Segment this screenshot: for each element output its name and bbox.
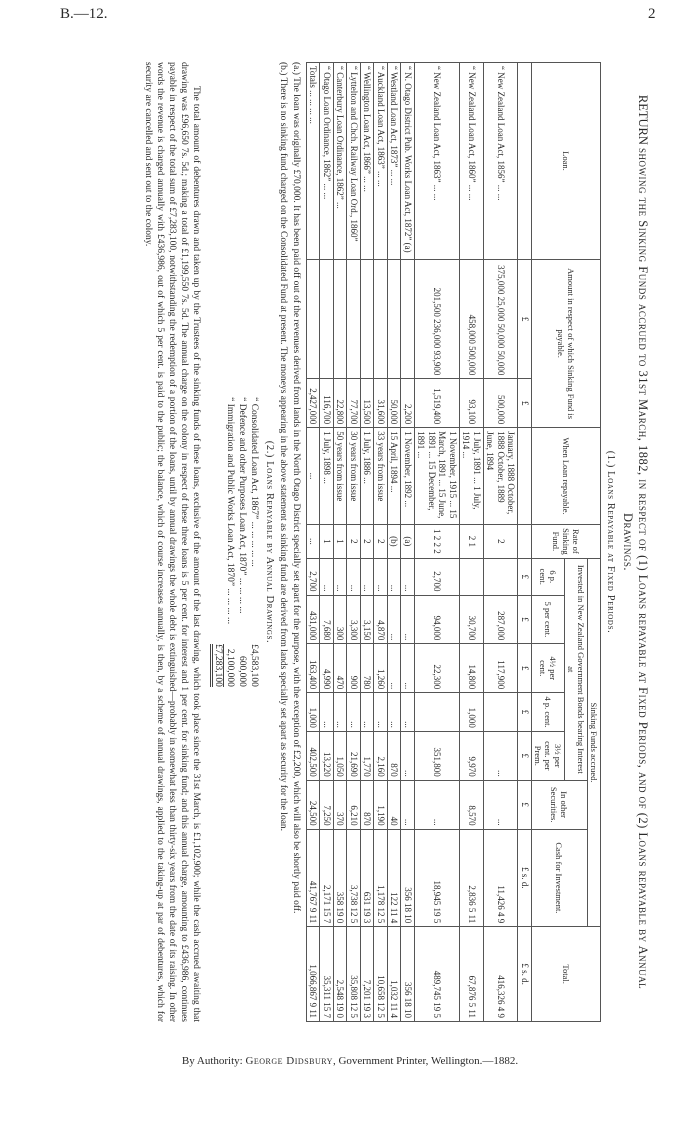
loan-p45: 1,260: [374, 644, 388, 693]
sinking-funds-table: [306, 62, 601, 1022]
unit-total: £ s. d.: [518, 927, 532, 1022]
loan-p5: 7,680: [320, 595, 334, 644]
loan-other: 8,570: [460, 780, 484, 829]
loan-total: 35,311 15 7: [320, 927, 334, 1022]
loan-when: 50 years from issue: [334, 428, 348, 525]
footnotes: [277, 62, 302, 1022]
loan-other: ...: [484, 780, 519, 829]
loan-p35: 870: [388, 731, 402, 780]
loan-p6: ...: [347, 558, 361, 595]
loan-rate: 2: [347, 524, 361, 558]
table-row: [460, 63, 484, 1022]
loan-p45: 470: [334, 644, 348, 693]
loan-total: 7,201 19 3: [361, 927, 375, 1022]
loan-amounts: 201,500 236,000 93,900: [415, 260, 460, 379]
loan-amount: 77,700: [347, 379, 361, 428]
col-total: Total.: [532, 927, 601, 1022]
loan-total: 35,808 12 5: [347, 927, 361, 1022]
loan-total: 1,032 11 4: [388, 927, 402, 1022]
loan-other: 370: [334, 780, 348, 829]
loan-rate: (b): [388, 524, 402, 558]
totals-total: 1,066,867 9 11: [307, 927, 321, 1022]
loan-other: 7,250: [320, 780, 334, 829]
table-row: [388, 63, 402, 1022]
loan-p6: ...: [388, 558, 402, 595]
loan-total: 2,548 19 0: [334, 927, 348, 1022]
totals-p35: 402,500: [307, 731, 321, 780]
table-row: [361, 63, 375, 1022]
unit-cash: £ s. d.: [518, 829, 532, 927]
unit-p35: £: [518, 731, 532, 780]
page-code: B.—12.: [60, 6, 108, 22]
annual-loan-item: [248, 387, 260, 697]
totals-amount: 2,427,000: [307, 379, 321, 428]
col-p5: 5 per cent.: [532, 595, 565, 644]
loan-amount: 116,700: [320, 379, 334, 428]
annual-loan-name: “ Consolidated Loan Act, 1867” ... ... ... ... ...: [249, 397, 259, 567]
loan-name: “ New Zealand Loan Act, 1863” ... ...: [415, 63, 460, 260]
loan-p4: ...: [388, 693, 402, 732]
loan-cash: 356 18 10: [401, 829, 415, 927]
totals-p45: 163,400: [307, 644, 321, 693]
loan-p35: 1,050: [334, 731, 348, 780]
loan-p6: ...: [361, 558, 375, 595]
table-row: [334, 63, 348, 1022]
col-cash: Cash for Investment.: [532, 829, 588, 927]
loan-p5: 287,000: [484, 595, 519, 644]
totals-p4: 1,000: [307, 693, 321, 732]
section2-title: (2.) Loans Repayable by Annual Drawings.: [264, 440, 275, 644]
loan-total: 67,876 5 11: [460, 927, 484, 1022]
imprint-suffix: , Government Printer, Wellington.—1882.: [332, 1055, 519, 1067]
loan-p35: ...: [401, 731, 415, 780]
loan-amount: 2,200: [401, 379, 415, 428]
col-loan: Loan.: [532, 63, 601, 260]
loan-p45: 14,800: [460, 644, 484, 693]
loan-rate: 2: [484, 524, 519, 558]
document-title: [620, 72, 650, 1012]
col-when: When Loan repayable.: [532, 428, 601, 525]
imprint-prefix: By Authority:: [181, 1055, 243, 1067]
col-sinking: Sinking Funds accrued.: [588, 558, 601, 926]
loan-amount-total: 1,519,400: [415, 379, 460, 428]
loan-other: ...: [401, 780, 415, 829]
loan-rate: 2 1: [460, 524, 484, 558]
col-p35: 3½ per cent. per Prem.: [532, 731, 565, 780]
loan-amounts: 458,000 500,000: [460, 260, 484, 379]
loan-when: 30 years from issue: [347, 428, 361, 525]
loan-when: 1 July, 1891 ... 1 July, 1914 ...: [460, 428, 484, 525]
loan-p5: 300: [334, 595, 348, 644]
annual-loan-item: [224, 387, 236, 697]
loan-when: January, 1888 October, 1888 October, 1889 June, 1894: [484, 428, 519, 525]
totals-other: 24,500: [307, 780, 321, 829]
loan-p45: 4,990: [320, 644, 334, 693]
loan-name: “ Otago Loan Ordinance, 1862” ... ...: [320, 63, 334, 260]
loan-name: “ Auckland Loan Act, 1863” ... ...: [374, 63, 388, 260]
loan-total: 489,745 19 5: [415, 927, 460, 1022]
table-row: [374, 63, 388, 1022]
col-p6: 6 p. cent.: [532, 558, 565, 595]
loan-rate: 1: [334, 524, 348, 558]
loan-p5: 4,870: [374, 595, 388, 644]
unit-p6: £: [518, 558, 532, 595]
loan-cash: 2,171 15 7: [320, 829, 334, 927]
annual-total: £7,283,100: [210, 644, 224, 687]
loan-when: 1 July, 1886 ...: [361, 428, 375, 525]
loan-amount: 50,000: [388, 379, 402, 428]
loan-cash: 11,426 4 9: [484, 829, 519, 927]
title-lead: RETURN: [636, 94, 650, 145]
loan-name: “ Wellington Loan Act, 1866” ... ...: [361, 63, 375, 260]
loan-amounts: 375,000 25,000 50,000 50,000: [484, 260, 519, 379]
loan-other: 40: [388, 780, 402, 829]
printer-name: George Didsbury: [245, 1055, 333, 1067]
totals-p6: 2,700: [307, 558, 321, 595]
annual-loan-amount: 2,100,000: [225, 648, 235, 687]
loan-p45: ...: [388, 644, 402, 693]
loan-p45: 117,900: [484, 644, 519, 693]
loan-other: 1,190: [374, 780, 388, 829]
loan-cash: 631 19 3: [361, 829, 375, 927]
footnote-b: (b.) There is no sinking fund charged on the Consolidated Fund at present. The moneys appearing in the above statement as sinking fund are derived from lands specially set apart as security for the loan.: [278, 62, 288, 832]
loan-p45: ...: [401, 644, 415, 693]
table-row: [347, 63, 361, 1022]
annual-loan-name: “ Defence and other Purposes Loan Act, 1870” ... ... ... ...: [237, 397, 247, 614]
loan-p5: 94,000: [415, 595, 460, 644]
loan-rate: (a): [401, 524, 415, 558]
col-rate: Rate of Sinking Fund.: [532, 524, 601, 558]
loan-p4: ...: [347, 693, 361, 732]
loan-cash: 358 19 0: [334, 829, 348, 927]
loan-p4: ...: [334, 693, 348, 732]
loan-p4: ...: [374, 693, 388, 732]
printer-imprint: [0, 1055, 700, 1067]
loan-p4: 1,000: [460, 693, 484, 732]
loan-p5: 3,150: [361, 595, 375, 644]
table-row: [401, 63, 415, 1022]
loan-rate: 1: [320, 524, 334, 558]
loan-rate: 2: [361, 524, 375, 558]
loan-p4: ...: [320, 693, 334, 732]
unit-a2: £: [518, 379, 532, 428]
unit-p4: £: [518, 693, 532, 732]
loan-total: 10,658 12 5: [374, 927, 388, 1022]
loan-total: 416,326 4 9: [484, 927, 519, 1022]
loan-p5: ...: [401, 595, 415, 644]
unit-other: £: [518, 780, 532, 829]
loan-when: 1 July, 1898 ...: [320, 428, 334, 525]
loan-other: ...: [415, 780, 460, 829]
totals-p5: 431,000: [307, 595, 321, 644]
loan-when: 1 November, 1892 ...: [401, 428, 415, 525]
loan-p35: 21,690: [347, 731, 361, 780]
loan-p45: 780: [361, 644, 375, 693]
loan-amount: 31,600: [374, 379, 388, 428]
table-row: [415, 63, 460, 1022]
loan-cash: 18,945 19 5: [415, 829, 460, 927]
annual-loan-item: [236, 387, 248, 697]
col-amount: Amount in respect of which Sinking Fund is payable.: [532, 260, 601, 428]
loan-cash: 122 11 4: [388, 829, 402, 927]
col-p4: 4 p. cent.: [532, 693, 565, 732]
col-other: In other Securities.: [532, 780, 588, 829]
loan-amount-total: 93,100: [460, 379, 484, 428]
totals-row: [307, 63, 321, 1022]
totals-label: Totals ... ... ... ...: [307, 63, 321, 260]
loan-rate: 2: [374, 524, 388, 558]
loan-p6: ...: [401, 558, 415, 595]
annual-drawings-list: [212, 387, 260, 697]
rotated-return-table: [30, 52, 650, 1032]
loan-p6: ...: [334, 558, 348, 595]
loan-p4: ...: [361, 693, 375, 732]
loan-name: “ Westland Loan Act, 1873” ... ...: [388, 63, 402, 260]
loan-cash: 2,836 5 11: [460, 829, 484, 927]
loan-p4: ...: [401, 693, 415, 732]
col-p45: 4½ per cent.: [532, 644, 565, 693]
loan-p35: 13,220: [320, 731, 334, 780]
loan-total: 356 18 10: [401, 927, 415, 1022]
annual-loan-amount: £4,583,100: [249, 644, 259, 687]
loan-rate: 1 2 2 2: [415, 524, 460, 558]
loan-cash: 3,738 12 5: [347, 829, 361, 927]
loan-p6: 2,700: [415, 558, 460, 595]
loan-p35: 2,160: [374, 731, 388, 780]
loan-p5: ...: [388, 595, 402, 644]
title-text: showing the Sinking Funds accrued to 31st March, 1882, in respect of (1) Loans repayable at Fixed Periods, and of (2) Loans repayable by Annual Drawings.: [621, 148, 650, 990]
loan-p45: 22,300: [415, 644, 460, 693]
footnote-a: (a.) The loan was originally £70,000. It has been paid off out of the revenues derived from lands in the North Otago District specially set apart for the purpose, with the exception of £2,200, which will also be shortly paid off.: [291, 62, 301, 914]
totals-rate: ...: [307, 524, 321, 558]
loan-amount: 22,800: [334, 379, 348, 428]
loan-p45: 900: [347, 644, 361, 693]
loan-other: 870: [361, 780, 375, 829]
totals-when: ...: [307, 428, 321, 525]
loan-p35: ...: [484, 731, 519, 780]
table-row: [320, 63, 334, 1022]
loan-p35: 351,800: [415, 731, 460, 780]
unit-a1: £: [518, 260, 532, 379]
annual-loan-name: “ Immigration and Public Works Loan Act, 1870” ... ... ... ...: [225, 397, 235, 625]
section1-title: (1.) Loans Repayable at Fixed Periods.: [605, 450, 616, 634]
unit-p5: £: [518, 595, 532, 644]
page-number: 2: [648, 6, 656, 22]
loan-p6: ...: [320, 558, 334, 595]
loan-p6: ...: [374, 558, 388, 595]
totals-cash: 41,767 9 11: [307, 829, 321, 927]
loan-p35: 9,970: [460, 731, 484, 780]
loan-name: “ N. Otago District Pub. Works Loan Act, 1872” (a): [401, 63, 415, 260]
col-invested: Invested in New Zealand Government Bonds bearing Interest at: [565, 558, 588, 780]
loan-amount: 13,500: [361, 379, 375, 428]
loan-when: 1 November, 1915 ... 15 March, 1891 ... 15 June, 1891 ... 15 December, 1891 ...: [415, 428, 460, 525]
annual-loan-amount: 600,000: [237, 656, 247, 687]
loan-p5: 3,300: [347, 595, 361, 644]
loan-amount-total: 500,000: [484, 379, 519, 428]
loan-cash: 1,178 12 5: [374, 829, 388, 927]
unit-p45: £: [518, 644, 532, 693]
loan-name: “ Lyttelton and Chch. Railway Loan Ord., 1860”: [347, 63, 361, 260]
loan-p5: 30,700: [460, 595, 484, 644]
table-row: [484, 63, 519, 1022]
loan-name: “ New Zealand Loan Act, 1856” ... ...: [484, 63, 519, 260]
loan-p35: 1,770: [361, 731, 375, 780]
loan-when: 15 April, 1894 ...: [388, 428, 402, 525]
loan-when: 33 years from issue: [374, 428, 388, 525]
loan-name: “ New Zealand Loan Act, 1860” ... ...: [460, 63, 484, 260]
loan-name: “ Canterbury Loan Ordinance, 1862” ...: [334, 63, 348, 260]
explanatory-paragraph: The total amount of debentures drawn and taken up by the Trustees of the sinking funds of these loans, exclusive of the amount of the last drawing, which took place since the 31st March, is £1,102,900; while the cash accrued awaiting that drawing was £96,650 7s. 5d.; making a total of £1,199,550 7s. 5d. The annual charge on the colony in respect of these three loans is 5 per cent. for interest and 1 per cent. for sinking fund; and this annual charge, amounting to £436,986, continues payable in respect of the total sum of £7,283,100, notwithstanding the redemption of a portion of the loans, until by annual drawings the whole debt is extinguished—probably in somewhat less than thirty-six years from the date of its raising. In other words the revenue is charged annually with £436,986, out of which 5 per cent. is paid to the public; the balance, which of course increases annually, is then, by a scheme of annual drawings, applied to the taking-up at par of debentures, which for security are cancelled and sent out to the colony.: [143, 62, 201, 1022]
loan-other: 6,210: [347, 780, 361, 829]
units-row: [518, 63, 532, 1022]
